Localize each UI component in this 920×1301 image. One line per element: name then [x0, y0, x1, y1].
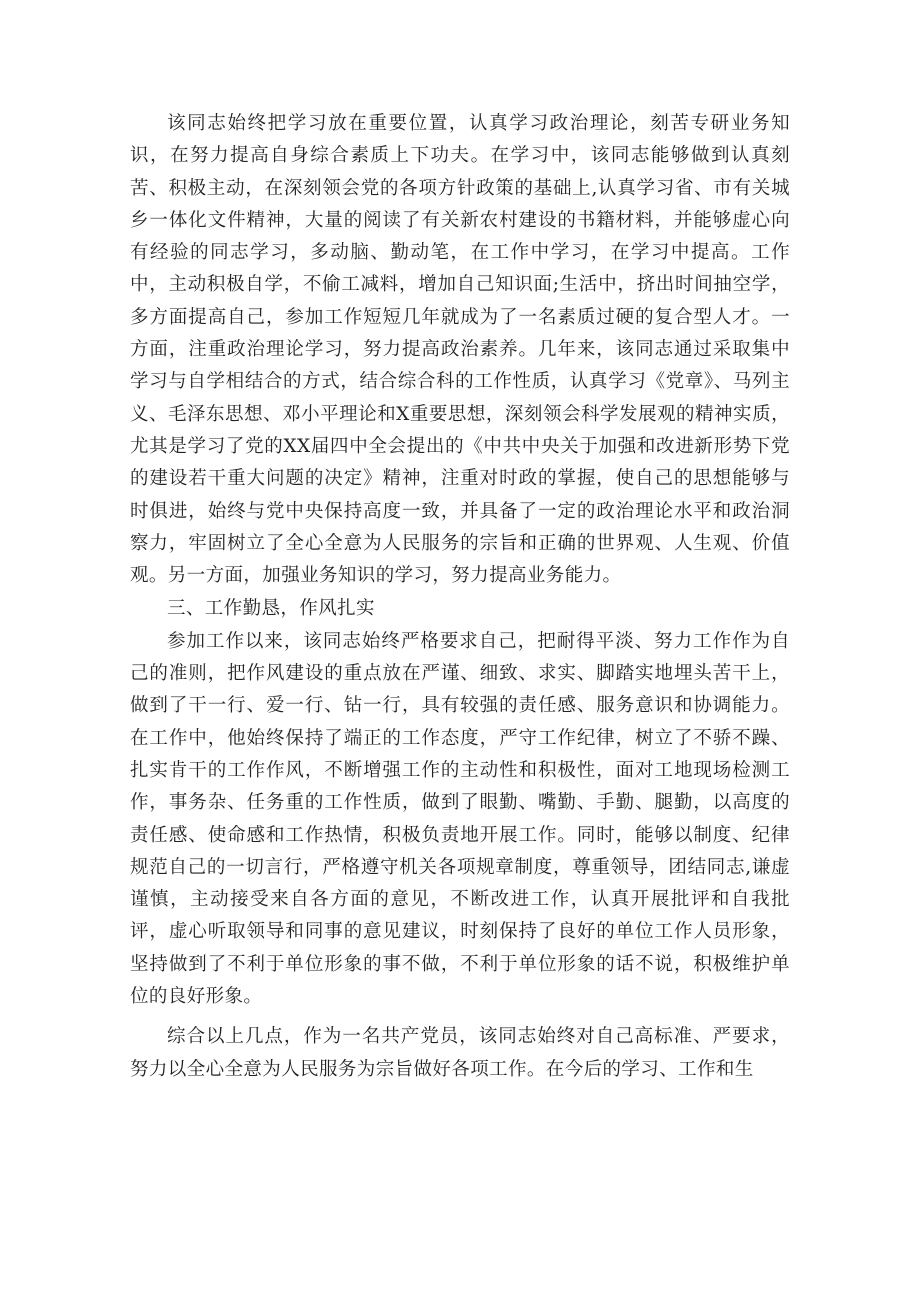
section-heading-work-style: 三、工作勤恳，作风扎实 — [167, 598, 375, 620]
paragraph-summary: 综合以上几点，作为一名共产党员，该同志始终对自己高标准、严要求，努力以全心全意为人民服务为宗旨做好各项工作。在今后的学习、工作和生 — [130, 1026, 790, 1080]
document-body — [130, 108, 790, 1086]
paragraph-study: 该同志始终把学习放在重要位置，认真学习政治理论，刻苦专研业务知识，在努力提高自身综合素质上下功夫。在学习中，该同志能够做到认真刻苦、积极主动，在深刻领会党的各项方针政策的基础上,认真学习省、市有关城乡一体化文件精神，大量的阅读了有关新农村建设的书籍材料，并能够虚心向有经验的同志学习，多动脑、勤动笔，在工作中学习，在学习中提高。工作中，主动积极自学，不偷工减料，增加自己知识面;生活中，挤出时间抽空学，多方面提高自己，参加工作短短几年就成为了一名素质过硬的复合型人才。一方面，注重政治理论学习，努力提高政治素养。几年来，该同志通过采取集中学习与自学相结合的方式，结合综合科的工作性质，认真学习《党章》、马列主义、毛泽东思想、邓小平理论和X重要思想，深刻领会科学发展观的精神实质，尤其是学习了党的XX届四中全会提出的《中共中央关于加强和改进新形势下党的建设若干重大问题的决定》精神，注重对时政的掌握，使自己的思想能够与时俱进，始终与党中央保持高度一致，并具备了一定的政治理论水平和政治洞察力，牢固树立了全心全意为人民服务的宗旨和正确的世界观、人生观、价值观。另一方面，加强业务知识的学习，努力提高业务能力。 — [130, 113, 790, 587]
paragraph-work-style: 参加工作以来，该同志始终严格要求自己，把耐得平淡、努力工作作为自己的准则，把作风建设的重点放在严谨、细致、求实、脚踏实地埋头苦干上，做到了干一行、爱一行、钻一行，具有较强的责任感、服务意识和协调能力。在工作中，他始终保持了端正的工作态度，严守工作纪律，树立了不骄不躁、扎实肯干的工作作风，不断增强工作的主动性和积极性，面对工地现场检测工作，事务杂、任务重的工作性质，做到了眼勤、嘴勤、手勤、腿勤，以高度的责任感、使命感和工作热情，积极负责地开展工作。同时，能够以制度、纪律规范自己的一切言行，严格遵守机关各项规章制度，尊重领导，团结同志,谦虚谨慎，主动接受来自各方面的意见，不断改进工作，认真开展批评和自我批评，虚心听取领导和同事的意见建议，时刻保持了良好的单位工作人员形象，坚持做到了不利于单位形象的事不做，不利于单位形象的话不说，积极维护单位的良好形象。 — [130, 630, 790, 1008]
